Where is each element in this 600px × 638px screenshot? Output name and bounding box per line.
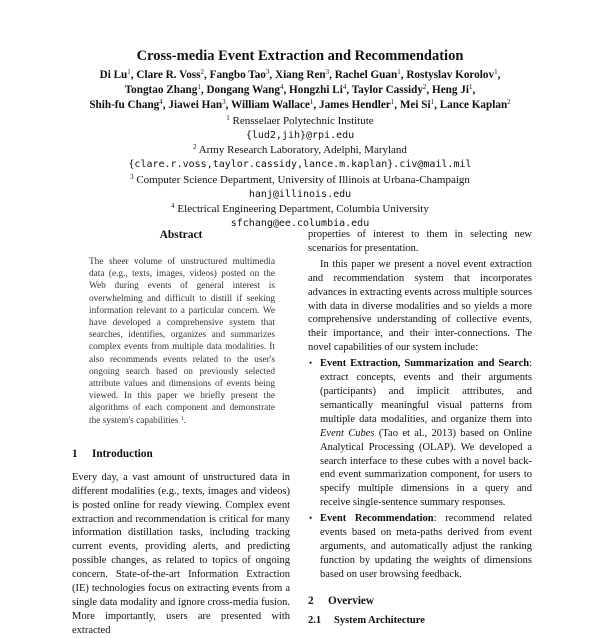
capability-title: Event Extraction, Summarization and Search	[320, 358, 530, 370]
author-separator: ,	[426, 83, 433, 96]
paragraph: properties of interest to them in selecting new scenarios for presentation.	[308, 229, 532, 254]
author-affiliation-mark: 3	[222, 97, 226, 106]
author-name: Tongtao Zhang	[124, 83, 198, 96]
author	[275, 69, 335, 81]
author-affiliation-mark: 1	[494, 68, 498, 76]
email-address[interactable]: sfchang@ee.columbia.edu	[230, 217, 370, 229]
affiliation	[40, 114, 560, 129]
introduction-text: Every day, a vast amount of unstructured data in different modalities (e.g., texts, images and videos) is posted online for ready viewing. Complex event extraction and recommendation is critical for many information distillation tasks, including tracking current events, providing alerts, and predicting possible changes, as related to topics of ongoing concern. State-of-the-art Information Extraction (IE) technologies focus on extracting events from a single data modality and ignore cross-media fusion. More importantly, users are presented with extracted	[72, 471, 290, 636]
paper-title: Cross-media Event Extraction and Recommendation	[136, 48, 464, 64]
author-separator: ,	[346, 83, 352, 96]
affiliation-mark: 4	[171, 202, 175, 211]
affiliation-name: Computer Science Department, University of Illinois at Urbana-Champaign	[136, 173, 470, 186]
author-affiliation-mark: 1	[469, 82, 473, 91]
section-title: Overview	[328, 594, 374, 607]
affiliation	[40, 143, 560, 158]
introduction-heading	[72, 447, 290, 461]
emphasis-term: Event Cubes	[320, 427, 375, 439]
author	[100, 69, 137, 81]
author-name: Shih-fu Chang	[89, 98, 160, 111]
email-address[interactable]: hanj@illinois.edu	[248, 188, 352, 200]
list-item	[308, 357, 532, 510]
email-address[interactable]: {lud2,jih}@rpi.edu	[245, 129, 355, 141]
author-affiliation-mark: 2	[200, 68, 205, 76]
author-affiliation-mark: 1	[309, 97, 314, 106]
author-separator: ,	[472, 83, 476, 96]
email-address[interactable]: {clare.r.voss,taylor.cassidy,lance.m.kaplan}.civ@mail.mil	[128, 159, 472, 171]
capability-list	[308, 357, 532, 582]
author	[136, 69, 209, 81]
affiliation	[40, 173, 560, 188]
author-separator: ,	[329, 69, 335, 81]
subsection-title: System Architecture	[334, 614, 425, 626]
author-affiliation-mark: 1	[197, 82, 201, 91]
author-affiliation-mark: 3	[325, 68, 330, 76]
bullet-icon: •	[309, 358, 313, 369]
bullet-icon: •	[309, 513, 313, 524]
author-affiliation-mark: 1	[127, 68, 131, 76]
author-separator: ,	[200, 83, 207, 96]
author-name: Hongzhi Li	[289, 83, 343, 96]
author-separator: ,	[130, 69, 137, 81]
author	[206, 84, 289, 96]
author	[319, 99, 400, 111]
author-name: Rachel Guan	[334, 69, 398, 81]
affiliation-name: Army Research Laboratory, Adelphi, Maryland	[198, 144, 407, 157]
author-affiliation-mark: 1	[390, 97, 395, 106]
author-name: Rostyslav Korolov	[406, 69, 495, 81]
author-separator: ,	[400, 69, 407, 81]
author-name: James Hendler	[318, 98, 391, 111]
author	[406, 69, 500, 81]
author	[400, 99, 440, 111]
affiliation-name: Electrical Engineering Department, Columbia University	[177, 203, 429, 216]
capability-text: : recommend related events based on meta-paths derived from event arguments, and automatically adjust the ranking function by updating the weights of dimensions based on user browsing feedback.	[320, 513, 533, 580]
author	[352, 84, 432, 96]
author-affiliation-mark: 3	[265, 68, 270, 76]
author-affiliation-mark: 2	[422, 82, 427, 91]
author-name: Di Lu	[99, 69, 128, 81]
author-name: William Wallace	[231, 98, 310, 111]
author-separator: ,	[225, 98, 232, 111]
abstract-text	[89, 256, 275, 427]
footnote-marker[interactable]: 1	[180, 415, 184, 422]
author	[89, 99, 168, 111]
author-separator: ,	[313, 98, 319, 111]
author-affiliation-mark: 1	[397, 68, 401, 76]
author-affiliation-mark: 4	[342, 82, 347, 91]
author	[440, 99, 511, 111]
author-name: Taylor Cassidy	[351, 83, 423, 96]
author-name: Jiawei Han	[168, 98, 223, 111]
subsection-heading	[308, 614, 532, 627]
author-name: Clare R. Voss	[136, 69, 201, 81]
author-separator: ,	[283, 83, 290, 96]
author	[210, 69, 275, 81]
affiliation	[40, 202, 560, 217]
abstract-end: .	[183, 415, 187, 426]
capability-title: Event Recommendation	[320, 513, 434, 525]
author-separator: ,	[204, 69, 210, 81]
section-title: Introduction	[92, 447, 153, 460]
affiliation-list	[40, 114, 560, 232]
author-name: Fangbo Tao	[209, 69, 266, 81]
overview-heading	[308, 594, 532, 608]
author-affiliation-mark: 4	[279, 82, 284, 91]
author-name: Dongang Wang	[206, 83, 280, 96]
author-separator: ,	[162, 98, 169, 111]
capability-text: (Tao et al., 2013) based on Online Analytical Processing (OLAP). We developed a search interface to these cubes with a novel back-end event summarization component, for users to specify multiple dimensions in a query and receive single-sentence summary responses.	[320, 427, 532, 509]
abstract-body: The sheer volume of unstructured multimedia data (e.g., texts, images, videos) posted on the Web during events of general interest is overwhelming and difficult to distill if seeking information relevant to a particular concern. We have developed a comprehensive system that searches, identifies, organizes and summarizes complex events from multiple data modalities. It also recommends events related to the user's ongoing search based on previously selected attribute values and dimensions of events being viewed. In this paper we briefly present the algorithms of each component and demonstrate the system's capabilities	[89, 257, 275, 426]
author	[289, 84, 352, 96]
author	[231, 99, 319, 111]
author-name: Lance Kaplan	[439, 98, 508, 111]
affiliation-name: Rensselaer Polytechnic Institute	[232, 115, 374, 127]
subsection-number: 2.1	[308, 614, 322, 626]
author-separator: ,	[497, 69, 501, 81]
author-affiliation-mark: 2	[507, 97, 511, 106]
author-name: Xiang Ren	[274, 69, 326, 81]
list-item	[308, 512, 532, 582]
author-separator: ,	[269, 69, 275, 81]
left-column	[72, 228, 290, 638]
capability-text: : extract concepts, events and their arguments (participants) and implicit attributes, and semantically meaningful visual patterns from multiple data modalities, and organize them into	[320, 358, 532, 425]
affiliation-mark: 1	[226, 114, 230, 122]
author	[335, 69, 407, 81]
author-name: Heng Ji	[432, 83, 469, 96]
author-affiliation-mark: 1	[430, 97, 435, 106]
affiliation-mark: 3	[130, 172, 134, 181]
author-separator: ,	[394, 98, 400, 111]
affiliation-mark: 2	[193, 143, 197, 152]
author-list	[60, 68, 540, 112]
section-number: 1	[72, 447, 78, 460]
author-affiliation-mark: 4	[159, 97, 163, 106]
author-separator: ,	[434, 98, 440, 111]
author	[125, 84, 207, 96]
right-column	[308, 228, 532, 627]
section-number: 2	[308, 594, 314, 607]
author-name: Mei Si	[399, 98, 431, 111]
paragraph: In this paper we present a novel event extraction and recommendation system that incorporates advances in extracting events across multiple sources with data in diverse modalities and so yields a more comprehensive understanding of collective events, their importance, and their inter-connections. The novel capabilities of our system include:	[308, 258, 532, 354]
author	[432, 84, 475, 96]
abstract-heading: Abstract	[159, 229, 203, 241]
author	[168, 99, 231, 111]
